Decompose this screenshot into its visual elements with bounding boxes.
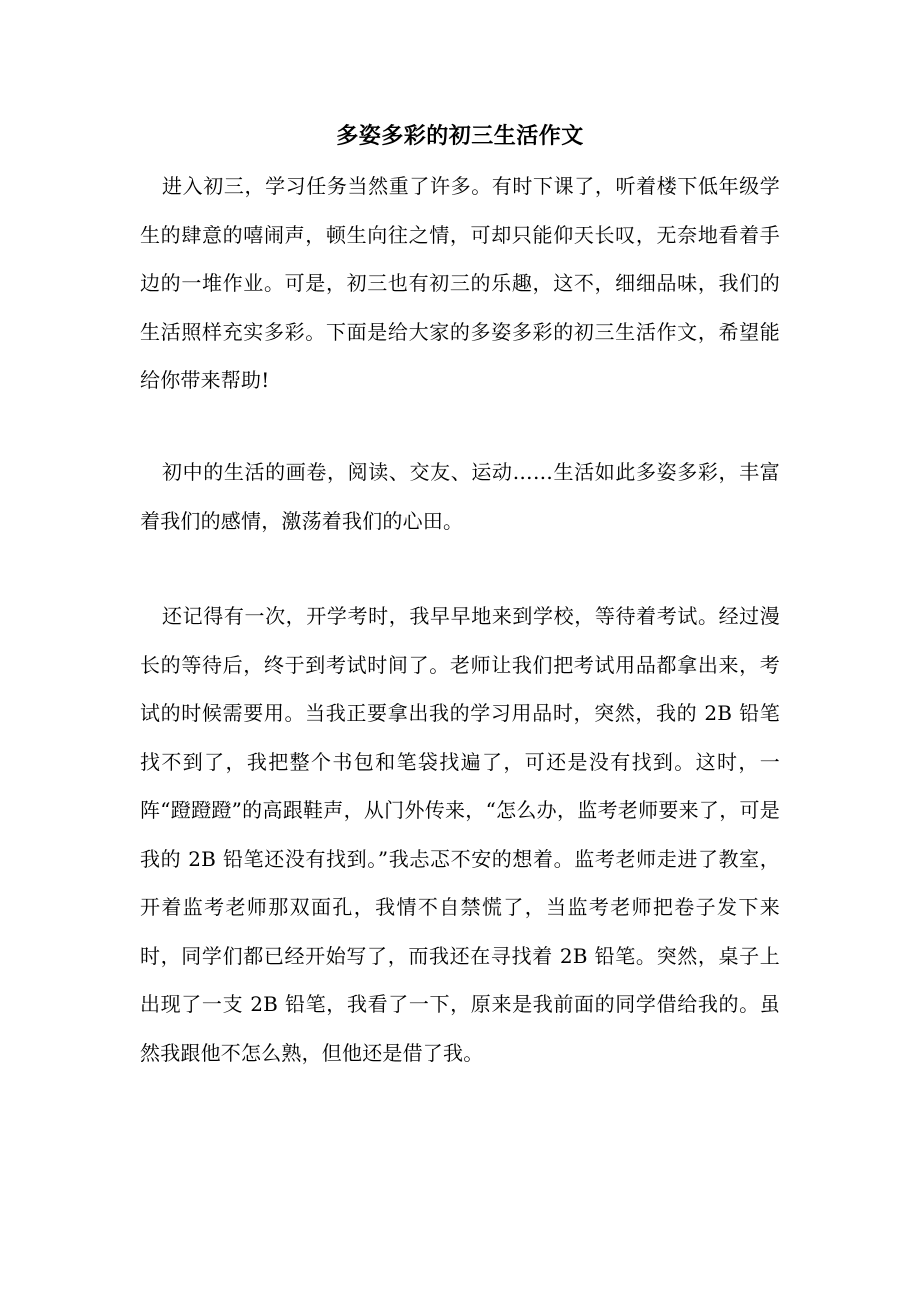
paragraph-life-scroll: 初中的生活的画卷，阅读、交友、运动……生活如此多姿多彩，丰富着我们的感情，激荡着我们的心田。 [140, 460, 780, 533]
document-title: 多姿多彩的初三生活作文 [336, 123, 584, 149]
paragraph-intro: 进入初三，学习任务当然重了许多。有时下课了，听着楼下低年级学生的肆意的嘻闹声，顿生向往之情，可却只能仰天长叹，无奈地看着手边的一堆作业。可是，初三也有初三的乐趣，这不，细细品味，我们的生活照样充实多彩。下面是给大家的多姿多彩的初三生活作文，希望能给你带来帮助! [140, 174, 780, 392]
paragraph-exam-story: 还记得有一次，开学考时，我早早地来到学校，等待着考试。经过漫长的等待后，终于到考试时间了。老师让我们把考试用品都拿出来，考试的时候需要用。当我正要拿出我的学习用品时，突然，我的 2B 铅笔找不到了，我把整个书包和笔袋找遍了，可还是没有找到。这时，一阵“蹬蹬蹬”的高跟鞋声，从门外传来，“怎么办，监考老师要来了，可是我的 2B 铅笔还没有找到。”我忐忑不安的想着。监考老师走进了教室，开着监考老师那双面孔，我情不自禁慌了，当监考老师把卷子发下来时，同学们都已经开始写了，而我还在寻找着 2B 铅笔。突然，桌子上出现了一支 2B 铅笔，我看了一下，原来是我前面的同学借给我的。虽然我跟他不怎么熟，但他还是借了我。 [140, 604, 780, 1065]
